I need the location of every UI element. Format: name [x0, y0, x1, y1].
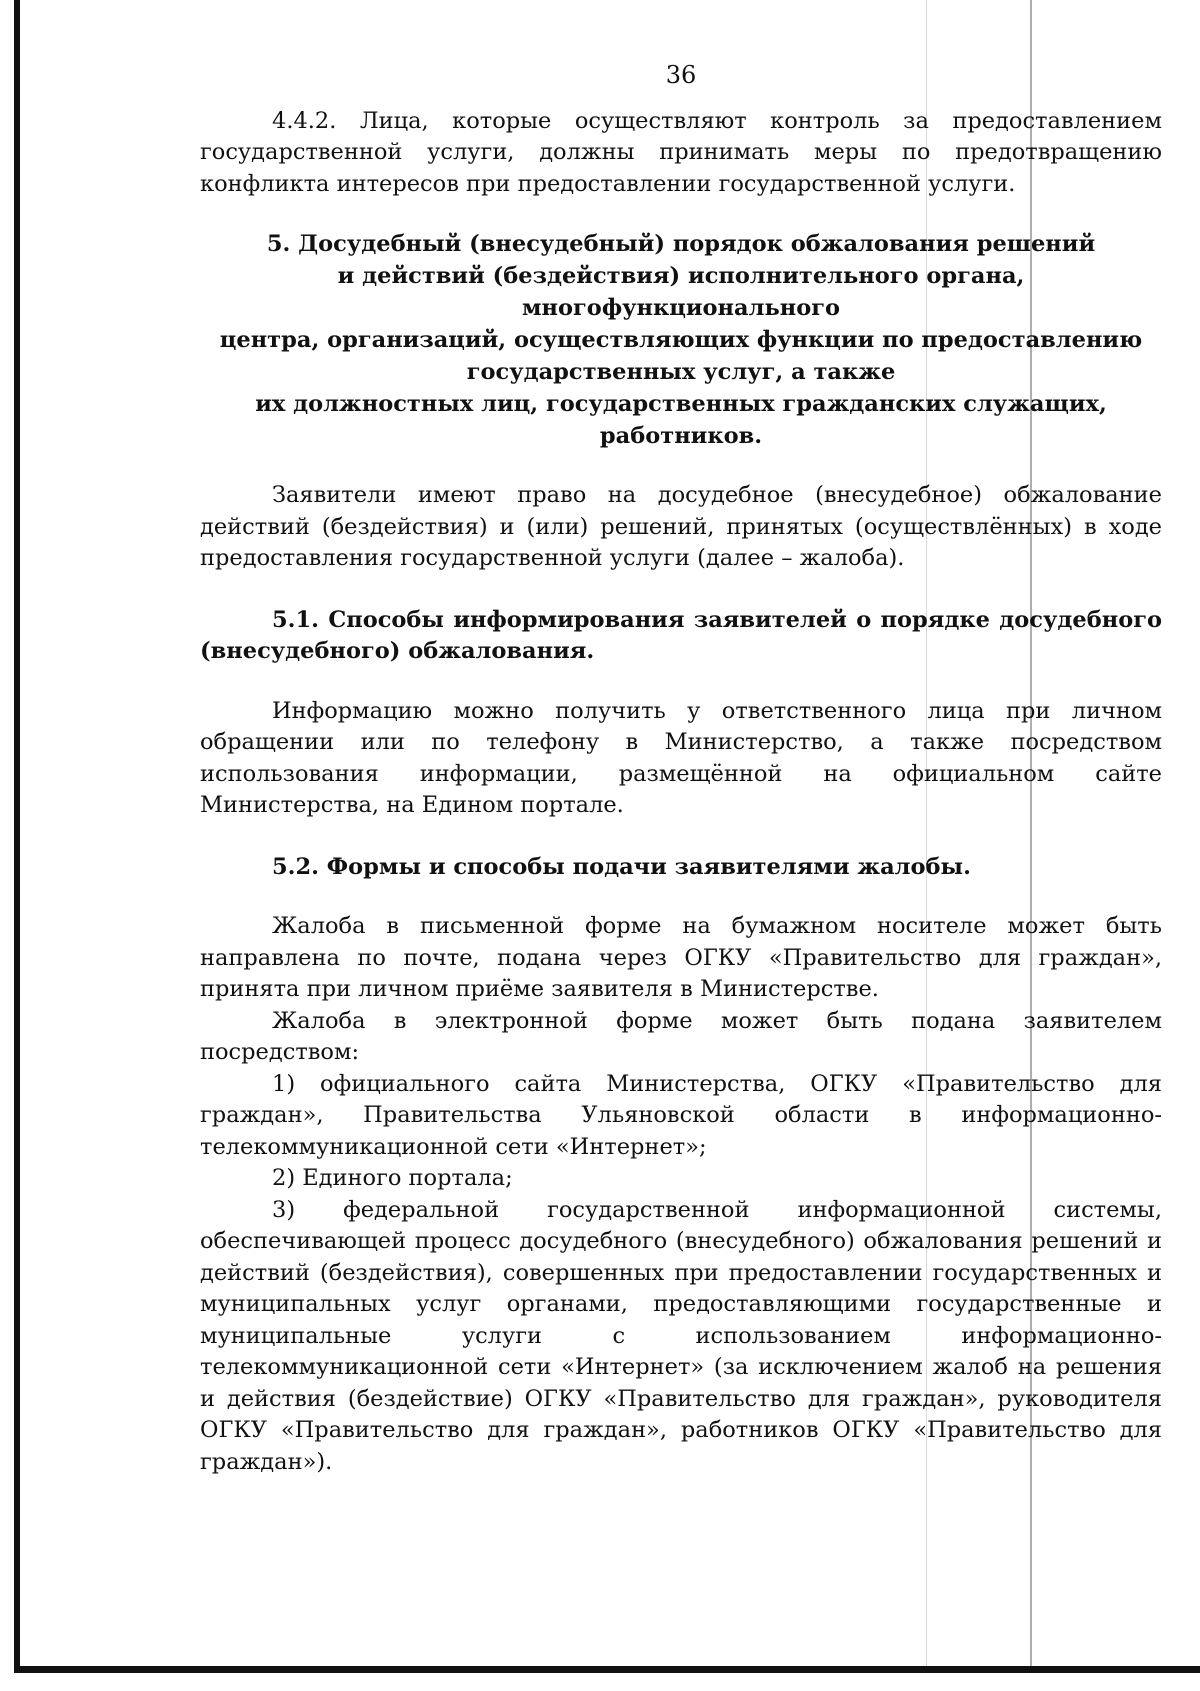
- section-5-heading-line: 5. Досудебный (внесудебный) порядок обжалования решений: [266, 231, 1096, 257]
- paragraph-4-4-2: 4.4.2. Лица, которые осуществляют контроль за предоставлением государственной услуги, должны принимать меры по предотвращению конфликта интересов при предоставлении государственной услуги.: [200, 107, 1162, 197]
- section-5-heading-line: государственных услуг, а также: [466, 359, 896, 385]
- list-item: 1) официального сайта Министерства, ОГКУ «Правительство для граждан», Правительства Ульяновской области в информационно-телекоммуникационной сети «Интернет»;: [200, 1070, 1162, 1160]
- list-item: 3) федеральной государственной информационной системы, обеспечивающей процесс досудебного (внесудебного) обжалования решений и действий (бездействия), совершенных при предоставлении государственных и муниципальных услуг органами, предоставляющими государственные и муниципальные услуги с использованием информационно-телекоммуникационной сети «Интернет» (за исключением жалоб на решения и действия (бездействие) ОГКУ «Правительство для граждан», руководителя ОГКУ «Правительство для граждан», работников ОГКУ «Правительство для граждан»).: [200, 1196, 1162, 1475]
- page-number: 36: [665, 61, 697, 89]
- scan-left-border: [14, 0, 20, 1672]
- paragraph-information: Информацию можно получить у ответственного лица при личном обращении или по телефону в Министерство, а также посредством использования информации, размещённой на официальном сайте Министерства, на Едином портале.: [200, 697, 1162, 818]
- section-5-heading-line: центра, организаций, осуществляющих функции по предоставлению: [219, 327, 1143, 353]
- section-5-2-heading: 5.2. Формы и способы подачи заявителями жалобы.: [272, 853, 971, 880]
- section-5-1-heading: 5.1. Способы информирования заявителей о порядке досудебного (внесудебного) обжалования.: [200, 606, 1162, 664]
- section-5-heading-line: и действий (бездействия) исполнительного органа, многофункционального: [337, 263, 1025, 321]
- section-5-heading-line: их должностных лиц, государственных гражданских служащих,: [255, 391, 1107, 417]
- section-5-heading: [200, 228, 1162, 452]
- paragraph-paper-complaint: Жалоба в письменной форме на бумажном носителе может быть направлена по почте, подана через ОГКУ «Правительство для граждан», принята при личном приёме заявителя в Министерстве.: [200, 913, 1162, 1002]
- paragraph-electronic-complaint: Жалоба в электронной форме может быть подана заявителем посредством:: [200, 1007, 1162, 1065]
- document-body: [200, 60, 1162, 1478]
- paragraph-applicants-right: Заявители имеют право на досудебное (внесудебное) обжалование действий (бездействия) и (или) решений, принятых (осуществлённых) в ходе предоставления государственной услуги (далее – жалоба).: [200, 482, 1162, 571]
- scan-bottom-border: [14, 1666, 1200, 1673]
- list-item: 2) Единого портала;: [272, 1165, 513, 1191]
- section-5-heading-line: работников.: [599, 423, 763, 449]
